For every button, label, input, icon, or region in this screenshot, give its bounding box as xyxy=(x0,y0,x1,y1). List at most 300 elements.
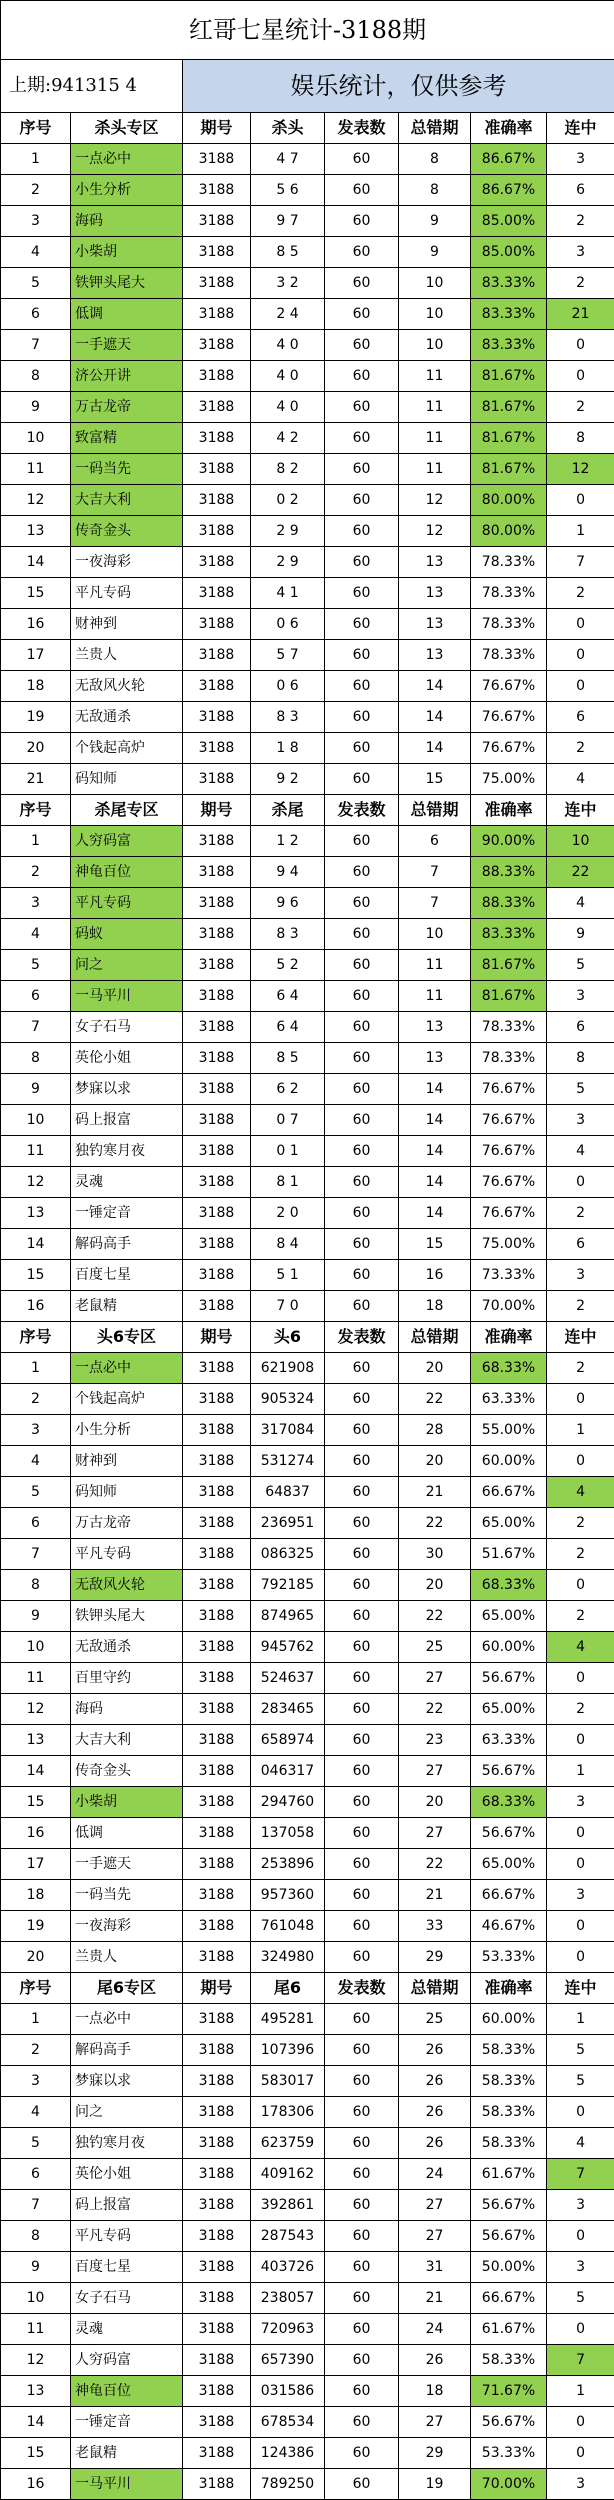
cell-published-count: 60 xyxy=(325,1632,399,1663)
cell-streak: 5 xyxy=(547,950,614,981)
header-error-count: 总错期 xyxy=(399,113,471,144)
cell-published-count: 60 xyxy=(325,1384,399,1415)
cell-issue: 3188 xyxy=(183,609,251,640)
cell-value: 4 2 xyxy=(251,423,325,454)
header-error-count: 总错期 xyxy=(399,1973,471,2004)
cell-published-count: 60 xyxy=(325,1508,399,1539)
cell-value: 6 2 xyxy=(251,1074,325,1105)
cell-issue: 3188 xyxy=(183,361,251,392)
table-row xyxy=(1,981,614,1012)
cell-row-number: 6 xyxy=(1,981,71,1012)
cell-value: 4 0 xyxy=(251,330,325,361)
cell-issue: 3188 xyxy=(183,2159,251,2190)
cell-published-count: 60 xyxy=(325,2066,399,2097)
cell-row-number: 18 xyxy=(1,1880,71,1911)
cell-streak: 0 xyxy=(547,1818,614,1849)
cell-error-count: 20 xyxy=(399,1570,471,1601)
cell-issue: 3188 xyxy=(183,888,251,919)
cell-published-count: 60 xyxy=(325,888,399,919)
cell-row-number: 9 xyxy=(1,2252,71,2283)
cell-name: 女子石马 xyxy=(71,2283,183,2314)
cell-name: 码知师 xyxy=(71,764,183,795)
header-row-number: 序号 xyxy=(1,1973,71,2004)
cell-published-count: 60 xyxy=(325,175,399,206)
cell-value: 531274 xyxy=(251,1446,325,1477)
info-row xyxy=(1,60,614,113)
cell-error-count: 11 xyxy=(399,454,471,485)
cell-issue: 3188 xyxy=(183,1198,251,1229)
cell-value: 236951 xyxy=(251,1508,325,1539)
cell-row-number: 5 xyxy=(1,268,71,299)
cell-streak: 10 xyxy=(547,826,614,857)
cell-error-count: 23 xyxy=(399,1725,471,1756)
cell-streak: 0 xyxy=(547,1446,614,1477)
cell-streak: 2 xyxy=(547,1291,614,1322)
header-issue: 期号 xyxy=(183,795,251,826)
table-row xyxy=(1,1477,614,1508)
header-row-number: 序号 xyxy=(1,1322,71,1353)
cell-row-number: 9 xyxy=(1,392,71,423)
cell-published-count: 60 xyxy=(325,2159,399,2190)
cell-row-number: 7 xyxy=(1,1539,71,1570)
cell-published-count: 60 xyxy=(325,1880,399,1911)
cell-streak: 3 xyxy=(547,1105,614,1136)
cell-accuracy: 50.00% xyxy=(471,2252,547,2283)
cell-accuracy: 90.00% xyxy=(471,826,547,857)
cell-accuracy: 53.33% xyxy=(471,2438,547,2469)
cell-name: 平凡专码 xyxy=(71,578,183,609)
cell-streak: 6 xyxy=(547,702,614,733)
table-row xyxy=(1,2035,614,2066)
cell-value: 1 8 xyxy=(251,733,325,764)
cell-issue: 3188 xyxy=(183,2314,251,2345)
cell-error-count: 22 xyxy=(399,1694,471,1725)
header-streak: 连中 xyxy=(547,1973,614,2004)
table-row xyxy=(1,1012,614,1043)
cell-row-number: 14 xyxy=(1,2407,71,2438)
cell-streak: 0 xyxy=(547,1663,614,1694)
cell-row-number: 3 xyxy=(1,888,71,919)
cell-name: 解码高手 xyxy=(71,1229,183,1260)
cell-row-number: 1 xyxy=(1,2004,71,2035)
cell-error-count: 27 xyxy=(399,1818,471,1849)
cell-row-number: 13 xyxy=(1,516,71,547)
cell-streak: 6 xyxy=(547,175,614,206)
cell-value: 4 1 xyxy=(251,578,325,609)
cell-error-count: 20 xyxy=(399,1353,471,1384)
cell-error-count: 19 xyxy=(399,2469,471,2500)
cell-streak: 1 xyxy=(547,1415,614,1446)
cell-name: 万古龙帝 xyxy=(71,392,183,423)
cell-issue: 3188 xyxy=(183,175,251,206)
cell-row-number: 2 xyxy=(1,857,71,888)
cell-issue: 3188 xyxy=(183,2283,251,2314)
cell-accuracy: 58.33% xyxy=(471,2128,547,2159)
cell-row-number: 19 xyxy=(1,702,71,733)
cell-row-number: 1 xyxy=(1,144,71,175)
cell-streak: 7 xyxy=(547,2345,614,2376)
cell-published-count: 60 xyxy=(325,1756,399,1787)
cell-accuracy: 63.33% xyxy=(471,1384,547,1415)
cell-accuracy: 76.67% xyxy=(471,1074,547,1105)
cell-error-count: 20 xyxy=(399,1787,471,1818)
cell-accuracy: 81.67% xyxy=(471,454,547,485)
cell-error-count: 29 xyxy=(399,1942,471,1973)
cell-name: 神龟百位 xyxy=(71,857,183,888)
cell-accuracy: 60.00% xyxy=(471,1632,547,1663)
cell-name: 一手遮天 xyxy=(71,330,183,361)
cell-streak: 0 xyxy=(547,2314,614,2345)
cell-accuracy: 66.67% xyxy=(471,1880,547,1911)
cell-row-number: 15 xyxy=(1,578,71,609)
cell-row-number: 9 xyxy=(1,1074,71,1105)
cell-row-number: 8 xyxy=(1,361,71,392)
cell-issue: 3188 xyxy=(183,1415,251,1446)
cell-error-count: 9 xyxy=(399,206,471,237)
cell-streak: 3 xyxy=(547,2469,614,2500)
header-accuracy: 准确率 xyxy=(471,1973,547,2004)
cell-streak: 4 xyxy=(547,1632,614,1663)
cell-name: 老鼠精 xyxy=(71,2438,183,2469)
cell-accuracy: 78.33% xyxy=(471,609,547,640)
cell-error-count: 10 xyxy=(399,330,471,361)
cell-row-number: 12 xyxy=(1,1694,71,1725)
cell-name: 码蚁 xyxy=(71,919,183,950)
cell-issue: 3188 xyxy=(183,1539,251,1570)
cell-row-number: 3 xyxy=(1,2066,71,2097)
cell-published-count: 60 xyxy=(325,1012,399,1043)
cell-row-number: 17 xyxy=(1,640,71,671)
cell-name: 个钱起高炉 xyxy=(71,733,183,764)
cell-streak: 2 xyxy=(547,578,614,609)
cell-issue: 3188 xyxy=(183,2345,251,2376)
cell-value: 6 4 xyxy=(251,981,325,1012)
cell-error-count: 14 xyxy=(399,702,471,733)
cell-name: 码上报富 xyxy=(71,1105,183,1136)
cell-error-count: 11 xyxy=(399,423,471,454)
cell-name: 平凡专码 xyxy=(71,2221,183,2252)
cell-issue: 3188 xyxy=(183,2097,251,2128)
cell-accuracy: 83.33% xyxy=(471,330,547,361)
cell-value: 957360 xyxy=(251,1880,325,1911)
cell-streak: 0 xyxy=(547,361,614,392)
table-row xyxy=(1,237,614,268)
cell-accuracy: 81.67% xyxy=(471,981,547,1012)
cell-published-count: 60 xyxy=(325,764,399,795)
cell-issue: 3188 xyxy=(183,547,251,578)
table-row xyxy=(1,1849,614,1880)
cell-published-count: 60 xyxy=(325,299,399,330)
cell-error-count: 27 xyxy=(399,2407,471,2438)
cell-issue: 3188 xyxy=(183,2004,251,2035)
cell-accuracy: 76.67% xyxy=(471,733,547,764)
cell-streak: 2 xyxy=(547,206,614,237)
cell-published-count: 60 xyxy=(325,485,399,516)
header-name: 杀尾专区 xyxy=(71,795,183,826)
cell-published-count: 60 xyxy=(325,1570,399,1601)
cell-accuracy: 56.67% xyxy=(471,2407,547,2438)
cell-row-number: 15 xyxy=(1,2438,71,2469)
table-row xyxy=(1,2283,614,2314)
cell-streak: 1 xyxy=(547,516,614,547)
cell-row-number: 14 xyxy=(1,547,71,578)
cell-name: 财神到 xyxy=(71,1446,183,1477)
cell-streak: 0 xyxy=(547,2407,614,2438)
cell-streak: 3 xyxy=(547,1787,614,1818)
section-header-row xyxy=(1,795,614,826)
cell-error-count: 7 xyxy=(399,857,471,888)
cell-streak: 22 xyxy=(547,857,614,888)
cell-streak: 2 xyxy=(547,1198,614,1229)
cell-issue: 3188 xyxy=(183,2190,251,2221)
cell-name: 英伦小姐 xyxy=(71,2159,183,2190)
cell-value: 5 6 xyxy=(251,175,325,206)
cell-name: 女子石马 xyxy=(71,1012,183,1043)
cell-streak: 8 xyxy=(547,423,614,454)
cell-value: 9 2 xyxy=(251,764,325,795)
cell-streak: 6 xyxy=(547,1229,614,1260)
cell-published-count: 60 xyxy=(325,981,399,1012)
cell-accuracy: 80.00% xyxy=(471,516,547,547)
cell-accuracy: 81.67% xyxy=(471,361,547,392)
cell-name: 百度七星 xyxy=(71,2252,183,2283)
cell-name: 一点必中 xyxy=(71,1353,183,1384)
cell-accuracy: 83.33% xyxy=(471,268,547,299)
cell-accuracy: 65.00% xyxy=(471,1601,547,1632)
cell-name: 大吉大利 xyxy=(71,485,183,516)
cell-published-count: 60 xyxy=(325,2035,399,2066)
cell-published-count: 60 xyxy=(325,919,399,950)
cell-row-number: 4 xyxy=(1,2097,71,2128)
cell-name: 百度七星 xyxy=(71,1260,183,1291)
table-row xyxy=(1,1353,614,1384)
cell-value: 403726 xyxy=(251,2252,325,2283)
table-row xyxy=(1,1663,614,1694)
page-title: 红哥七星统计-3188期 xyxy=(1,1,614,60)
cell-row-number: 14 xyxy=(1,1229,71,1260)
cell-row-number: 16 xyxy=(1,609,71,640)
header-error-count: 总错期 xyxy=(399,1322,471,1353)
cell-issue: 3188 xyxy=(183,1911,251,1942)
cell-value: 621908 xyxy=(251,1353,325,1384)
table-row xyxy=(1,1632,614,1663)
cell-issue: 3188 xyxy=(183,485,251,516)
cell-issue: 3188 xyxy=(183,1756,251,1787)
cell-streak: 4 xyxy=(547,764,614,795)
cell-issue: 3188 xyxy=(183,299,251,330)
table-row xyxy=(1,361,614,392)
cell-name: 小柴胡 xyxy=(71,237,183,268)
cell-streak: 4 xyxy=(547,2128,614,2159)
cell-streak: 4 xyxy=(547,1136,614,1167)
cell-error-count: 21 xyxy=(399,1880,471,1911)
cell-published-count: 60 xyxy=(325,1105,399,1136)
cell-issue: 3188 xyxy=(183,733,251,764)
cell-issue: 3188 xyxy=(183,1880,251,1911)
cell-streak: 1 xyxy=(547,2004,614,2035)
cell-error-count: 27 xyxy=(399,1663,471,1694)
table-row xyxy=(1,2190,614,2221)
table-row xyxy=(1,1074,614,1105)
cell-accuracy: 68.33% xyxy=(471,1787,547,1818)
cell-published-count: 60 xyxy=(325,423,399,454)
cell-value: 2 0 xyxy=(251,1198,325,1229)
cell-error-count: 30 xyxy=(399,1539,471,1570)
cell-error-count: 29 xyxy=(399,2438,471,2469)
table-row xyxy=(1,1291,614,1322)
cell-issue: 3188 xyxy=(183,2469,251,2500)
cell-accuracy: 81.67% xyxy=(471,950,547,981)
cell-row-number: 8 xyxy=(1,1043,71,1074)
cell-row-number: 15 xyxy=(1,1787,71,1818)
cell-accuracy: 58.33% xyxy=(471,2066,547,2097)
cell-streak: 5 xyxy=(547,2283,614,2314)
cell-streak: 12 xyxy=(547,454,614,485)
cell-name: 梦寐以求 xyxy=(71,1074,183,1105)
cell-value: 583017 xyxy=(251,2066,325,2097)
cell-error-count: 21 xyxy=(399,1477,471,1508)
cell-issue: 3188 xyxy=(183,1012,251,1043)
cell-value: 789250 xyxy=(251,2469,325,2500)
cell-name: 一码当先 xyxy=(71,1880,183,1911)
cell-name: 小生分析 xyxy=(71,175,183,206)
cell-error-count: 11 xyxy=(399,950,471,981)
cell-name: 兰贵人 xyxy=(71,640,183,671)
table-row xyxy=(1,1260,614,1291)
cell-row-number: 20 xyxy=(1,1942,71,1973)
cell-accuracy: 81.67% xyxy=(471,392,547,423)
cell-accuracy: 66.67% xyxy=(471,1477,547,1508)
cell-name: 无敌通杀 xyxy=(71,1632,183,1663)
table-row xyxy=(1,888,614,919)
cell-published-count: 60 xyxy=(325,1477,399,1508)
cell-accuracy: 88.33% xyxy=(471,888,547,919)
header-accuracy: 准确率 xyxy=(471,113,547,144)
cell-streak: 0 xyxy=(547,485,614,516)
cell-error-count: 10 xyxy=(399,268,471,299)
cell-name: 无敌风火轮 xyxy=(71,1570,183,1601)
cell-value: 031586 xyxy=(251,2376,325,2407)
cell-name: 一码当先 xyxy=(71,454,183,485)
cell-published-count: 60 xyxy=(325,2469,399,2500)
cell-accuracy: 70.00% xyxy=(471,2469,547,2500)
cell-row-number: 12 xyxy=(1,485,71,516)
cell-issue: 3188 xyxy=(183,144,251,175)
cell-streak: 2 xyxy=(547,733,614,764)
cell-streak: 6 xyxy=(547,1012,614,1043)
cell-error-count: 13 xyxy=(399,1043,471,1074)
cell-published-count: 60 xyxy=(325,1787,399,1818)
cell-name: 老鼠精 xyxy=(71,1291,183,1322)
cell-published-count: 60 xyxy=(325,237,399,268)
cell-name: 英伦小姐 xyxy=(71,1043,183,1074)
cell-error-count: 14 xyxy=(399,1105,471,1136)
cell-accuracy: 83.33% xyxy=(471,919,547,950)
cell-accuracy: 75.00% xyxy=(471,1229,547,1260)
cell-error-count: 15 xyxy=(399,1229,471,1260)
cell-published-count: 60 xyxy=(325,1074,399,1105)
cell-error-count: 7 xyxy=(399,888,471,919)
header-value: 杀尾 xyxy=(251,795,325,826)
cell-row-number: 16 xyxy=(1,2469,71,2500)
cell-error-count: 6 xyxy=(399,826,471,857)
cell-streak: 2 xyxy=(547,392,614,423)
cell-published-count: 60 xyxy=(325,826,399,857)
table-row xyxy=(1,1911,614,1942)
cell-name: 一马平川 xyxy=(71,981,183,1012)
cell-issue: 3188 xyxy=(183,1477,251,1508)
header-streak: 连中 xyxy=(547,795,614,826)
table-row xyxy=(1,2469,614,2500)
cell-value: 086325 xyxy=(251,1539,325,1570)
cell-accuracy: 85.00% xyxy=(471,237,547,268)
cell-error-count: 8 xyxy=(399,144,471,175)
cell-published-count: 60 xyxy=(325,1136,399,1167)
cell-row-number: 1 xyxy=(1,1353,71,1384)
cell-error-count: 14 xyxy=(399,733,471,764)
cell-value: 8 5 xyxy=(251,1043,325,1074)
cell-published-count: 60 xyxy=(325,392,399,423)
cell-row-number: 5 xyxy=(1,1477,71,1508)
header-issue: 期号 xyxy=(183,1322,251,1353)
cell-row-number: 10 xyxy=(1,2283,71,2314)
cell-published-count: 60 xyxy=(325,268,399,299)
table-row xyxy=(1,1570,614,1601)
cell-published-count: 60 xyxy=(325,516,399,547)
cell-issue: 3188 xyxy=(183,392,251,423)
cell-value: 2 9 xyxy=(251,516,325,547)
cell-issue: 3188 xyxy=(183,1663,251,1694)
cell-error-count: 14 xyxy=(399,1074,471,1105)
cell-name: 铁钾头尾大 xyxy=(71,268,183,299)
cell-value: 8 4 xyxy=(251,1229,325,1260)
table-row xyxy=(1,547,614,578)
cell-name: 济公开讲 xyxy=(71,361,183,392)
cell-streak: 3 xyxy=(547,981,614,1012)
cell-name: 码上报富 xyxy=(71,2190,183,2221)
cell-published-count: 60 xyxy=(325,2128,399,2159)
table-row xyxy=(1,2221,614,2252)
cell-row-number: 2 xyxy=(1,175,71,206)
cell-published-count: 60 xyxy=(325,2314,399,2345)
table-row xyxy=(1,1694,614,1725)
cell-issue: 3188 xyxy=(183,2252,251,2283)
cell-accuracy: 78.33% xyxy=(471,1012,547,1043)
cell-streak: 8 xyxy=(547,1043,614,1074)
table-row xyxy=(1,826,614,857)
cell-issue: 3188 xyxy=(183,1570,251,1601)
cell-row-number: 4 xyxy=(1,1446,71,1477)
section-header-row xyxy=(1,1973,614,2004)
table-row xyxy=(1,2004,614,2035)
cell-name: 铁钾头尾大 xyxy=(71,1601,183,1632)
cell-accuracy: 56.67% xyxy=(471,1663,547,1694)
table-row xyxy=(1,1787,614,1818)
cell-error-count: 14 xyxy=(399,671,471,702)
header-streak: 连中 xyxy=(547,113,614,144)
cell-row-number: 10 xyxy=(1,1632,71,1663)
cell-name: 一点必中 xyxy=(71,144,183,175)
cell-accuracy: 60.00% xyxy=(471,2004,547,2035)
cell-streak: 0 xyxy=(547,1725,614,1756)
cell-error-count: 11 xyxy=(399,392,471,423)
cell-published-count: 60 xyxy=(325,578,399,609)
cell-issue: 3188 xyxy=(183,1105,251,1136)
table-row xyxy=(1,1043,614,1074)
cell-issue: 3188 xyxy=(183,1167,251,1198)
cell-value: 4 0 xyxy=(251,392,325,423)
cell-issue: 3188 xyxy=(183,1384,251,1415)
